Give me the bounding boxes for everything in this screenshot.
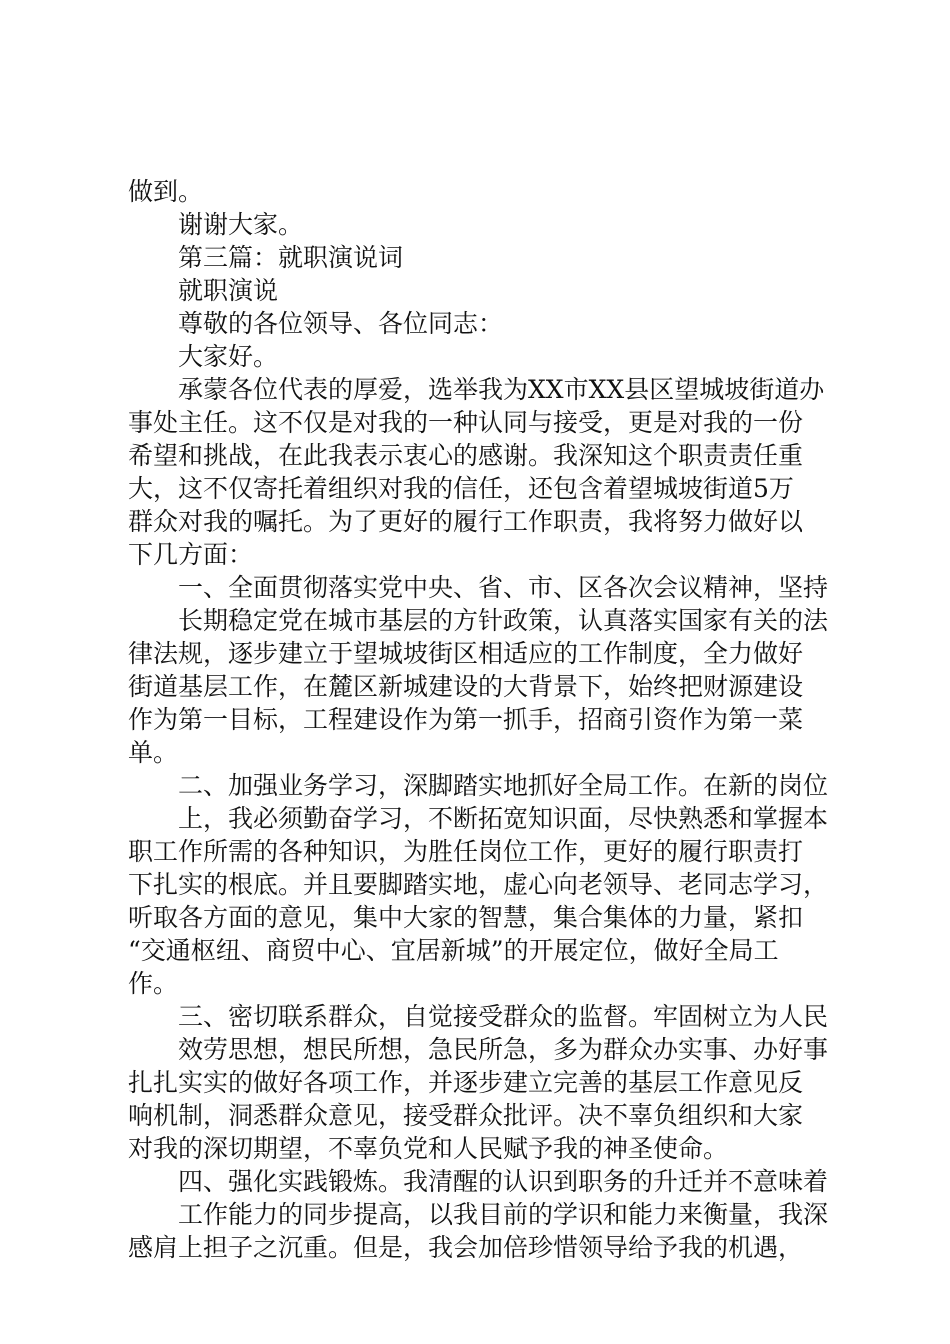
text-line: 作为第一目标，工程建设作为第一抓手，招商引资作为第一菜 xyxy=(128,705,804,734)
text-line: 做到。 xyxy=(128,177,204,206)
text-line: 三、密切联系群众，自觉接受群众的监督。牢固树立为人民 xyxy=(178,1002,829,1031)
text-line: 感肩上担子之沉重。但是，我会加倍珍惜领导给予我的机遇， xyxy=(128,1233,804,1262)
section-heading: 第三篇：就职演说词 xyxy=(178,243,404,272)
salutation: 尊敬的各位领导、各位同志： xyxy=(178,309,504,338)
text-line: 街道基层工作，在麓区新城建设的大背景下，始终把财源建设 xyxy=(128,672,804,701)
text-line: 群众对我的嘱托。为了更好的履行工作职责，我将努力做好以 xyxy=(128,507,804,536)
text-line: 希望和挑战，在此我表示衷心的感谢。我深知这个职责责任重 xyxy=(128,441,804,470)
text-line: 响机制，洞悉群众意见，接受群众批评。决不辜负组织和大家 xyxy=(128,1101,804,1130)
text-line: “交通枢纽、商贸中心、宜居新城”的开展定位，做好全局工 xyxy=(128,936,779,965)
text-line: 职工作所需的各种知识，为胜任岗位工作，更好的履行职责打 xyxy=(128,837,804,866)
text-line: 工作能力的同步提高，以我目前的学识和能力来衡量，我深 xyxy=(178,1200,829,1229)
text-line: 听取各方面的意见，集中大家的智慧，集合集体的力量，紧扣 xyxy=(128,903,804,932)
text-line: 对我的深切期望，不辜负党和人民赋予我的神圣使命。 xyxy=(128,1134,729,1163)
text-line: 作。 xyxy=(128,969,179,998)
text-line: 扎扎实实的做好各项工作，并逐步建立完善的基层工作意见反 xyxy=(128,1068,804,1097)
text-line: 上，我必须勤奋学习，不断拓宽知识面，尽快熟悉和掌握本 xyxy=(178,804,829,833)
text-line: 长期稳定党在城市基层的方针政策，认真落实国家有关的法 xyxy=(178,606,829,635)
text-line: 二、加强业务学习，深脚踏实地抓好全局工作。在新的岗位 xyxy=(178,771,829,800)
text-line: 律法规，逐步建立于望城坡街区相适应的工作制度，全力做好 xyxy=(128,639,804,668)
text-line: 承蒙各位代表的厚爱，选举我为XX市XX县区望城坡街道办 xyxy=(178,375,825,404)
text-line: 事处主任。这不仅是对我的一种认同与接受，更是对我的一份 xyxy=(128,408,804,437)
text-line: 单。 xyxy=(128,738,179,767)
text-line: 一、全面贯彻落实党中央、省、市、区各次会议精神，坚持 xyxy=(178,573,829,602)
text-line: 下几方面： xyxy=(128,540,254,569)
text-line: 谢谢大家。 xyxy=(178,210,304,239)
greeting: 大家好。 xyxy=(178,342,279,371)
text-line: 四、强化实践锻炼。我清醒的认识到职务的升迁并不意味着 xyxy=(178,1167,829,1196)
text-line: 效劳思想，想民所想，急民所急，多为群众办实事、办好事 xyxy=(178,1035,829,1064)
speech-title: 就职演说 xyxy=(178,276,279,305)
text-line: 下扎实的根底。并且要脚踏实地，虚心向老领导、老同志学习， xyxy=(128,870,829,899)
text-line: 大，这不仅寄托着组织对我的信任，还包含着望城坡街道5万 xyxy=(128,474,794,503)
